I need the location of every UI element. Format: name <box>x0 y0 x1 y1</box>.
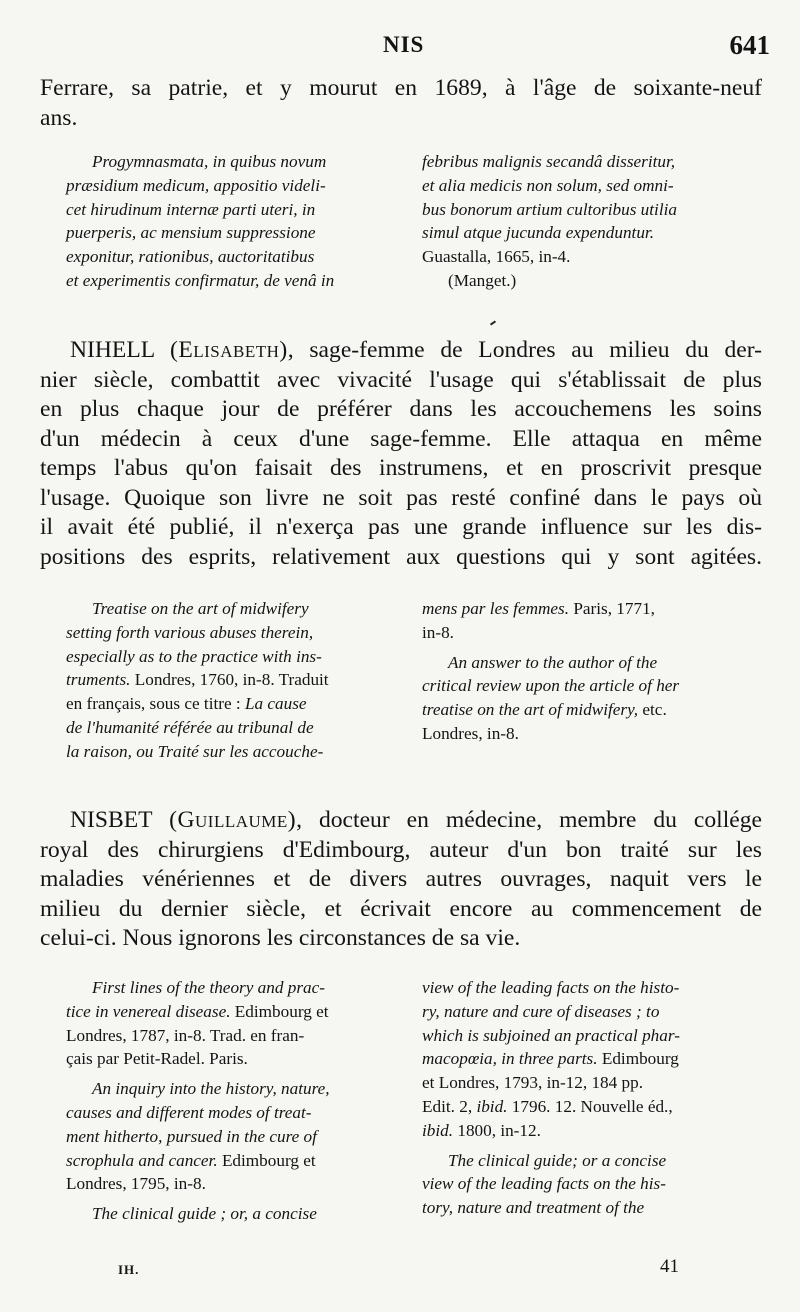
biblio-line <box>66 1077 404 1101</box>
bibliography-block-3 <box>66 976 760 1226</box>
biblio-pub: Edimbourg et <box>217 1150 316 1170</box>
biblio-line: præsidium medicum, appositio videli- <box>66 175 326 195</box>
biblio-title: view of the leading facts on the his- <box>422 1174 666 1194</box>
entry-line: nier siècle, combattit avec vivacité l'usage qui s'établissait de plus <box>40 366 762 393</box>
biblio-line <box>422 1024 760 1048</box>
biblio-title: which is subjoined an practical phar- <box>422 1025 680 1045</box>
biblio-line: Progymnasmata, in quibus novum <box>92 152 327 171</box>
biblio-pub: Edimbourg et <box>230 1001 329 1021</box>
biblio-title: setting forth various abuses therein, <box>66 622 314 642</box>
entry-line: d'un médecin à ceux d'une sage-femme. Elle attaqua en même <box>40 425 762 452</box>
signature-mark: IH. <box>118 1262 140 1277</box>
entry-heading-line <box>40 806 762 836</box>
biblio-line <box>422 1172 760 1196</box>
biblio-line <box>422 1196 760 1220</box>
biblio-line: febribus malignis secandâ disseritur, <box>422 152 676 171</box>
entry-text: , sage-femme de Londres au milieu du der- <box>287 337 762 363</box>
biblio-line <box>66 1024 404 1048</box>
biblio-pub: çais par Petit-Radel. Paris. <box>66 1049 248 1069</box>
biblio-pub: en français, sous ce titre : <box>66 694 245 714</box>
biblio-pub: 1800, in-12. <box>453 1120 541 1140</box>
bibliography-block-1 <box>66 150 760 293</box>
biblio-title: The clinical guide ; or, a concise <box>92 1204 317 1224</box>
biblio-line <box>66 740 404 764</box>
biblio-line <box>422 597 760 621</box>
biblio-pub: Londres, in-8. <box>422 723 519 743</box>
biblio-title: de l'humanité référée au tribunal de <box>66 717 314 737</box>
biblio-line <box>422 1000 760 1024</box>
page-number: 641 <box>729 30 770 60</box>
biblio-title: mens par les femmes. <box>422 599 570 618</box>
biblio-line <box>66 1125 404 1149</box>
biblio-pub: Edimbourg <box>597 1049 679 1069</box>
biblio1-left-column <box>66 150 404 293</box>
entry-line: royal des chirurgiens d'Edimbourg, auteur d'un bon traité sur les <box>40 836 762 863</box>
biblio-line <box>66 716 404 740</box>
entry-line: milieu du dernier siècle, et écrivait encore au commencement de <box>40 895 762 922</box>
entry-line: positions des esprits, relativement aux questions qui y sont agitées. <box>40 543 762 570</box>
biblio-line <box>422 651 760 675</box>
biblio-line <box>66 1047 404 1071</box>
biblio-line <box>66 668 404 692</box>
biblio-title: ibid. <box>476 1096 508 1116</box>
print-mark <box>490 320 496 325</box>
biblio-title: The clinical guide; or a concise <box>448 1150 667 1170</box>
biblio-title: ry, nature and cure of diseases ; to <box>422 1001 660 1021</box>
biblio-title: critical review upon the article of her <box>422 676 680 696</box>
biblio-line <box>422 976 760 1000</box>
sheet-number: 41 <box>660 1256 679 1277</box>
source-attribution: (Manget.) <box>448 270 517 290</box>
biblio-line <box>66 1172 404 1196</box>
biblio-title: tory, nature and treatment of the <box>422 1198 645 1218</box>
biblio-line <box>422 621 760 645</box>
biblio-pub: et Londres, 1793, in-12, 184 pp. <box>422 1073 644 1093</box>
intro-line: Ferrare, sa patrie, et y mourut en 1689, à l'âge de soixante-neuf <box>40 75 762 101</box>
biblio-line <box>422 722 760 746</box>
biblio-line: et alia medicis non solum, sed omni- <box>422 175 674 195</box>
biblio1-right-column <box>422 150 760 293</box>
entry-name: NIHELL <box>70 337 155 363</box>
biblio2-left-column <box>66 597 404 764</box>
biblio-title: treatise on the art of midwifery, <box>422 700 639 720</box>
biblio-pub: 1796. 12. Nouvelle éd., <box>507 1096 673 1116</box>
biblio-line: puerperis, ac mensium suppressione <box>66 223 316 243</box>
biblio-title: La cause <box>244 694 307 714</box>
biblio-title: especially as to the practice with ins- <box>66 646 322 666</box>
biblio-title: An inquiry into the history, nature, <box>92 1079 330 1099</box>
biblio-line <box>422 698 760 722</box>
entry-line: temps l'abus qu'on faisait des instrumens, et en proscrivit presque <box>40 455 762 481</box>
biblio-pub: Edit. 2, <box>422 1096 477 1116</box>
biblio-pub: Londres, 1795, in-8. <box>66 1174 206 1194</box>
biblio-line <box>422 674 760 698</box>
biblio-title: An answer to the author of the <box>448 652 658 672</box>
biblio-line: bus bonorum artium cultoribus utilia <box>422 199 677 219</box>
biblio-line <box>422 1119 760 1143</box>
header-title: NIS <box>383 32 425 57</box>
biblio-line <box>66 1202 404 1226</box>
entry-line: celui-ci. Nous ignorons les circonstances de sa vie. <box>40 925 521 951</box>
biblio-pub: Paris, 1771, <box>569 599 655 618</box>
biblio-title: scrophula and cancer. <box>66 1150 218 1170</box>
biblio-pub: Londres, 1787, in-8. Trad. en fran- <box>66 1025 305 1045</box>
entry-heading-line <box>40 336 762 366</box>
biblio-pub: etc. <box>638 700 667 720</box>
biblio-line <box>66 692 404 716</box>
bibliography-block-2 <box>66 597 760 764</box>
biblio-line <box>422 1047 760 1071</box>
biblio-line <box>66 1149 404 1173</box>
biblio-line: cet hirudinum internæ parti uteri, in <box>66 199 316 219</box>
biblio-line: exponitur, rationibus, auctoritatibus <box>66 247 315 267</box>
biblio-title: macopœia, in three parts. <box>422 1049 598 1069</box>
biblio-line <box>66 976 404 1000</box>
biblio-line <box>422 1071 760 1095</box>
publication-info: Guastalla, 1665, in-4. <box>422 247 571 267</box>
biblio-title: ment hitherto, pursued in the cure of <box>66 1126 317 1146</box>
intro-line: ans. <box>40 104 78 131</box>
biblio-title: ibid. <box>422 1120 454 1140</box>
biblio-title: causes and different modes of treat- <box>66 1102 312 1122</box>
intro-paragraph <box>40 74 762 133</box>
entry-line: maladies vénériennes et de divers autres ouvrages, naquit vers le <box>40 866 762 892</box>
biblio3-right-column <box>422 976 760 1226</box>
biblio-pub: in-8. <box>422 622 454 642</box>
biblio-line <box>66 621 404 645</box>
biblio-line <box>422 1095 760 1119</box>
biblio-title: view of the leading facts on the histo- <box>422 978 680 997</box>
biblio-line: simul atque jucunda expenduntur. <box>422 223 654 243</box>
biblio-title: First lines of the theory and prac- <box>92 978 325 997</box>
running-header <box>40 32 770 68</box>
biblio-line: et experimentis confirmatur, de venâ in <box>66 270 335 290</box>
entry-text: , docteur en médecine, membre du collége <box>296 807 763 833</box>
biblio-title: tice in venereal disease. <box>66 1001 231 1021</box>
entry-nihell <box>40 336 762 572</box>
biblio2-right-column <box>422 597 760 764</box>
entry-name: NISBET <box>70 807 153 833</box>
biblio-line <box>66 597 404 621</box>
biblio-title: truments. <box>66 670 131 690</box>
biblio-pub: Londres, 1760, in-8. Traduit <box>130 670 329 690</box>
biblio-line <box>66 1000 404 1024</box>
biblio-line <box>422 1149 760 1173</box>
biblio3-left-column <box>66 976 404 1226</box>
entry-line: en plus chaque jour de préférer dans les accouchemens les soins <box>40 396 762 422</box>
entry-line: l'usage. Quoique son livre ne soit pas resté confiné dans le pays où <box>40 484 762 511</box>
entry-forename: (Elisabeth) <box>169 337 288 363</box>
entry-forename: (Guillaume) <box>169 807 297 833</box>
biblio-line <box>66 645 404 669</box>
entry-nisbet <box>40 806 762 954</box>
biblio-title: Treatise on the art of midwifery <box>92 599 309 618</box>
biblio-title: la raison, ou Traité sur les accouche- <box>66 741 324 761</box>
entry-line: il avait été publié, il n'exerça pas une grande influence sur les dis- <box>40 514 762 540</box>
biblio-line <box>66 1101 404 1125</box>
